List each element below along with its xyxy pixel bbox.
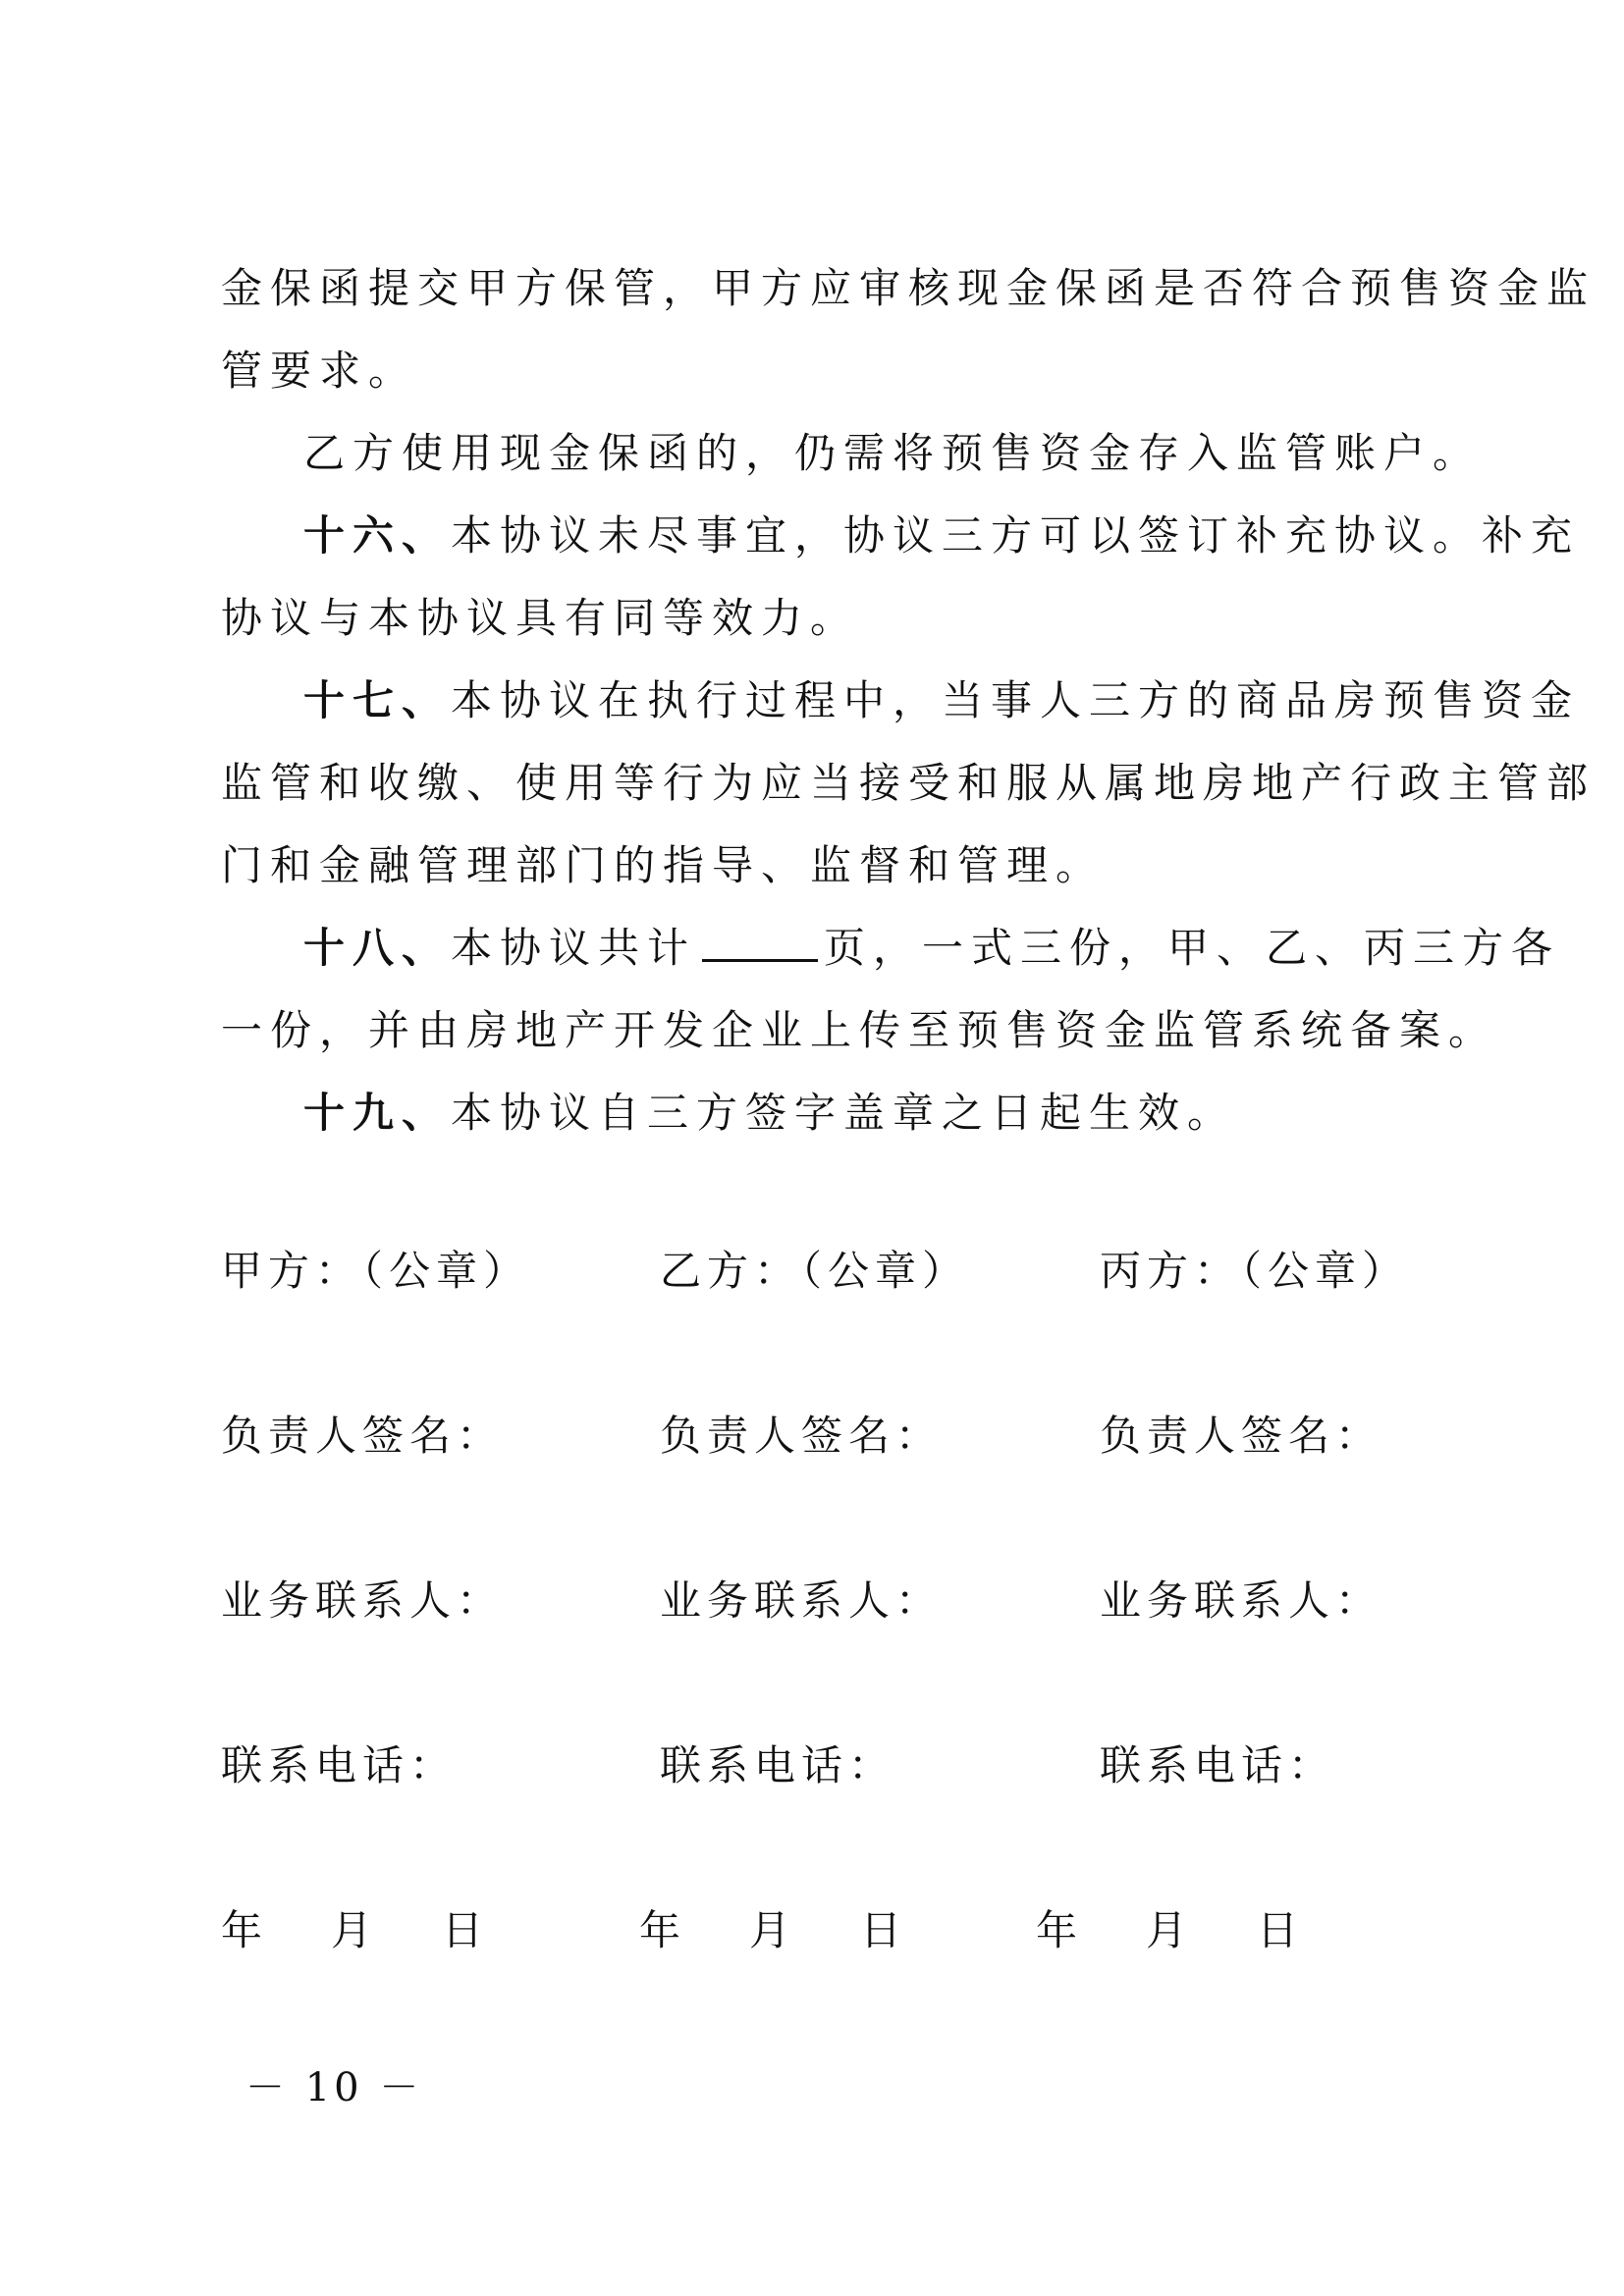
clause-text: 本协议在执行过程中，当事人三方的商品房预售资金	[451, 676, 1581, 724]
paragraph-line: 金保函提交甲方保管，甲方应审核现金保函是否符合预售资金监	[221, 264, 1597, 312]
date-month: 月	[331, 1906, 379, 1954]
party-b-responsible-label: 负责人签名：	[660, 1412, 944, 1460]
party-b-contact-label: 业务联系人：	[660, 1576, 944, 1625]
paragraph-line: 监管和收缴、使用等行为应当接受和服从属地房地产行政主管部	[221, 759, 1597, 807]
party-c-seal: 丙方：（公章）	[1100, 1247, 1410, 1295]
clause-text: 本协议自三方签字盖章之日起生效。	[451, 1089, 1237, 1137]
date-year: 年	[1036, 1906, 1084, 1954]
date-year: 年	[221, 1906, 269, 1954]
clause-17	[303, 660, 1580, 742]
date-day: 日	[1257, 1906, 1305, 1954]
party-c-contact-label: 业务联系人：	[1100, 1576, 1383, 1625]
party-c-responsible-label: 负责人签名：	[1100, 1412, 1383, 1460]
clause-19	[303, 1072, 1236, 1154]
paragraph-line: 一份，并由房地产开发企业上传至预售资金监管系统备案。	[221, 1006, 1498, 1054]
paragraph-line: 协议与本协议具有同等效力。	[221, 594, 860, 642]
clause-number: 十九、	[303, 1089, 452, 1137]
clause-18	[303, 907, 1560, 989]
date-day: 日	[860, 1906, 908, 1954]
clause-number: 十六、	[303, 511, 452, 560]
clause-16	[303, 495, 1580, 577]
party-a-responsible-label: 负责人签名：	[221, 1412, 505, 1460]
page-count-blank	[702, 920, 818, 962]
paragraph-line: 门和金融管理部门的指导、监督和管理。	[221, 841, 1106, 889]
clause-number: 十八、	[303, 924, 452, 972]
party-a-phone-label: 联系电话：	[221, 1741, 458, 1789]
party-b-seal: 乙方：（公章）	[660, 1247, 970, 1295]
date-month: 月	[1146, 1906, 1194, 1954]
paragraph-line: 管要求。	[221, 347, 418, 395]
paragraph-line: 乙方使用现金保函的，仍需将预售资金存入监管账户。	[303, 429, 1483, 477]
party-a-seal: 甲方：（公章）	[221, 1247, 531, 1295]
clause-text: 页，一式三份，甲、乙、丙三方各	[824, 924, 1561, 972]
date-month: 月	[749, 1906, 797, 1954]
date-year: 年	[639, 1906, 687, 1954]
clause-text: 本协议共计	[451, 924, 697, 972]
party-a-contact-label: 业务联系人：	[221, 1576, 505, 1625]
clause-number: 十七、	[303, 676, 452, 724]
date-day: 日	[442, 1906, 490, 1954]
clause-text: 本协议未尽事宜，协议三方可以签订补充协议。补充	[451, 511, 1581, 560]
page-number: － 10 －	[245, 2065, 423, 2110]
party-c-phone-label: 联系电话：	[1100, 1741, 1336, 1789]
party-b-phone-label: 联系电话：	[660, 1741, 896, 1789]
